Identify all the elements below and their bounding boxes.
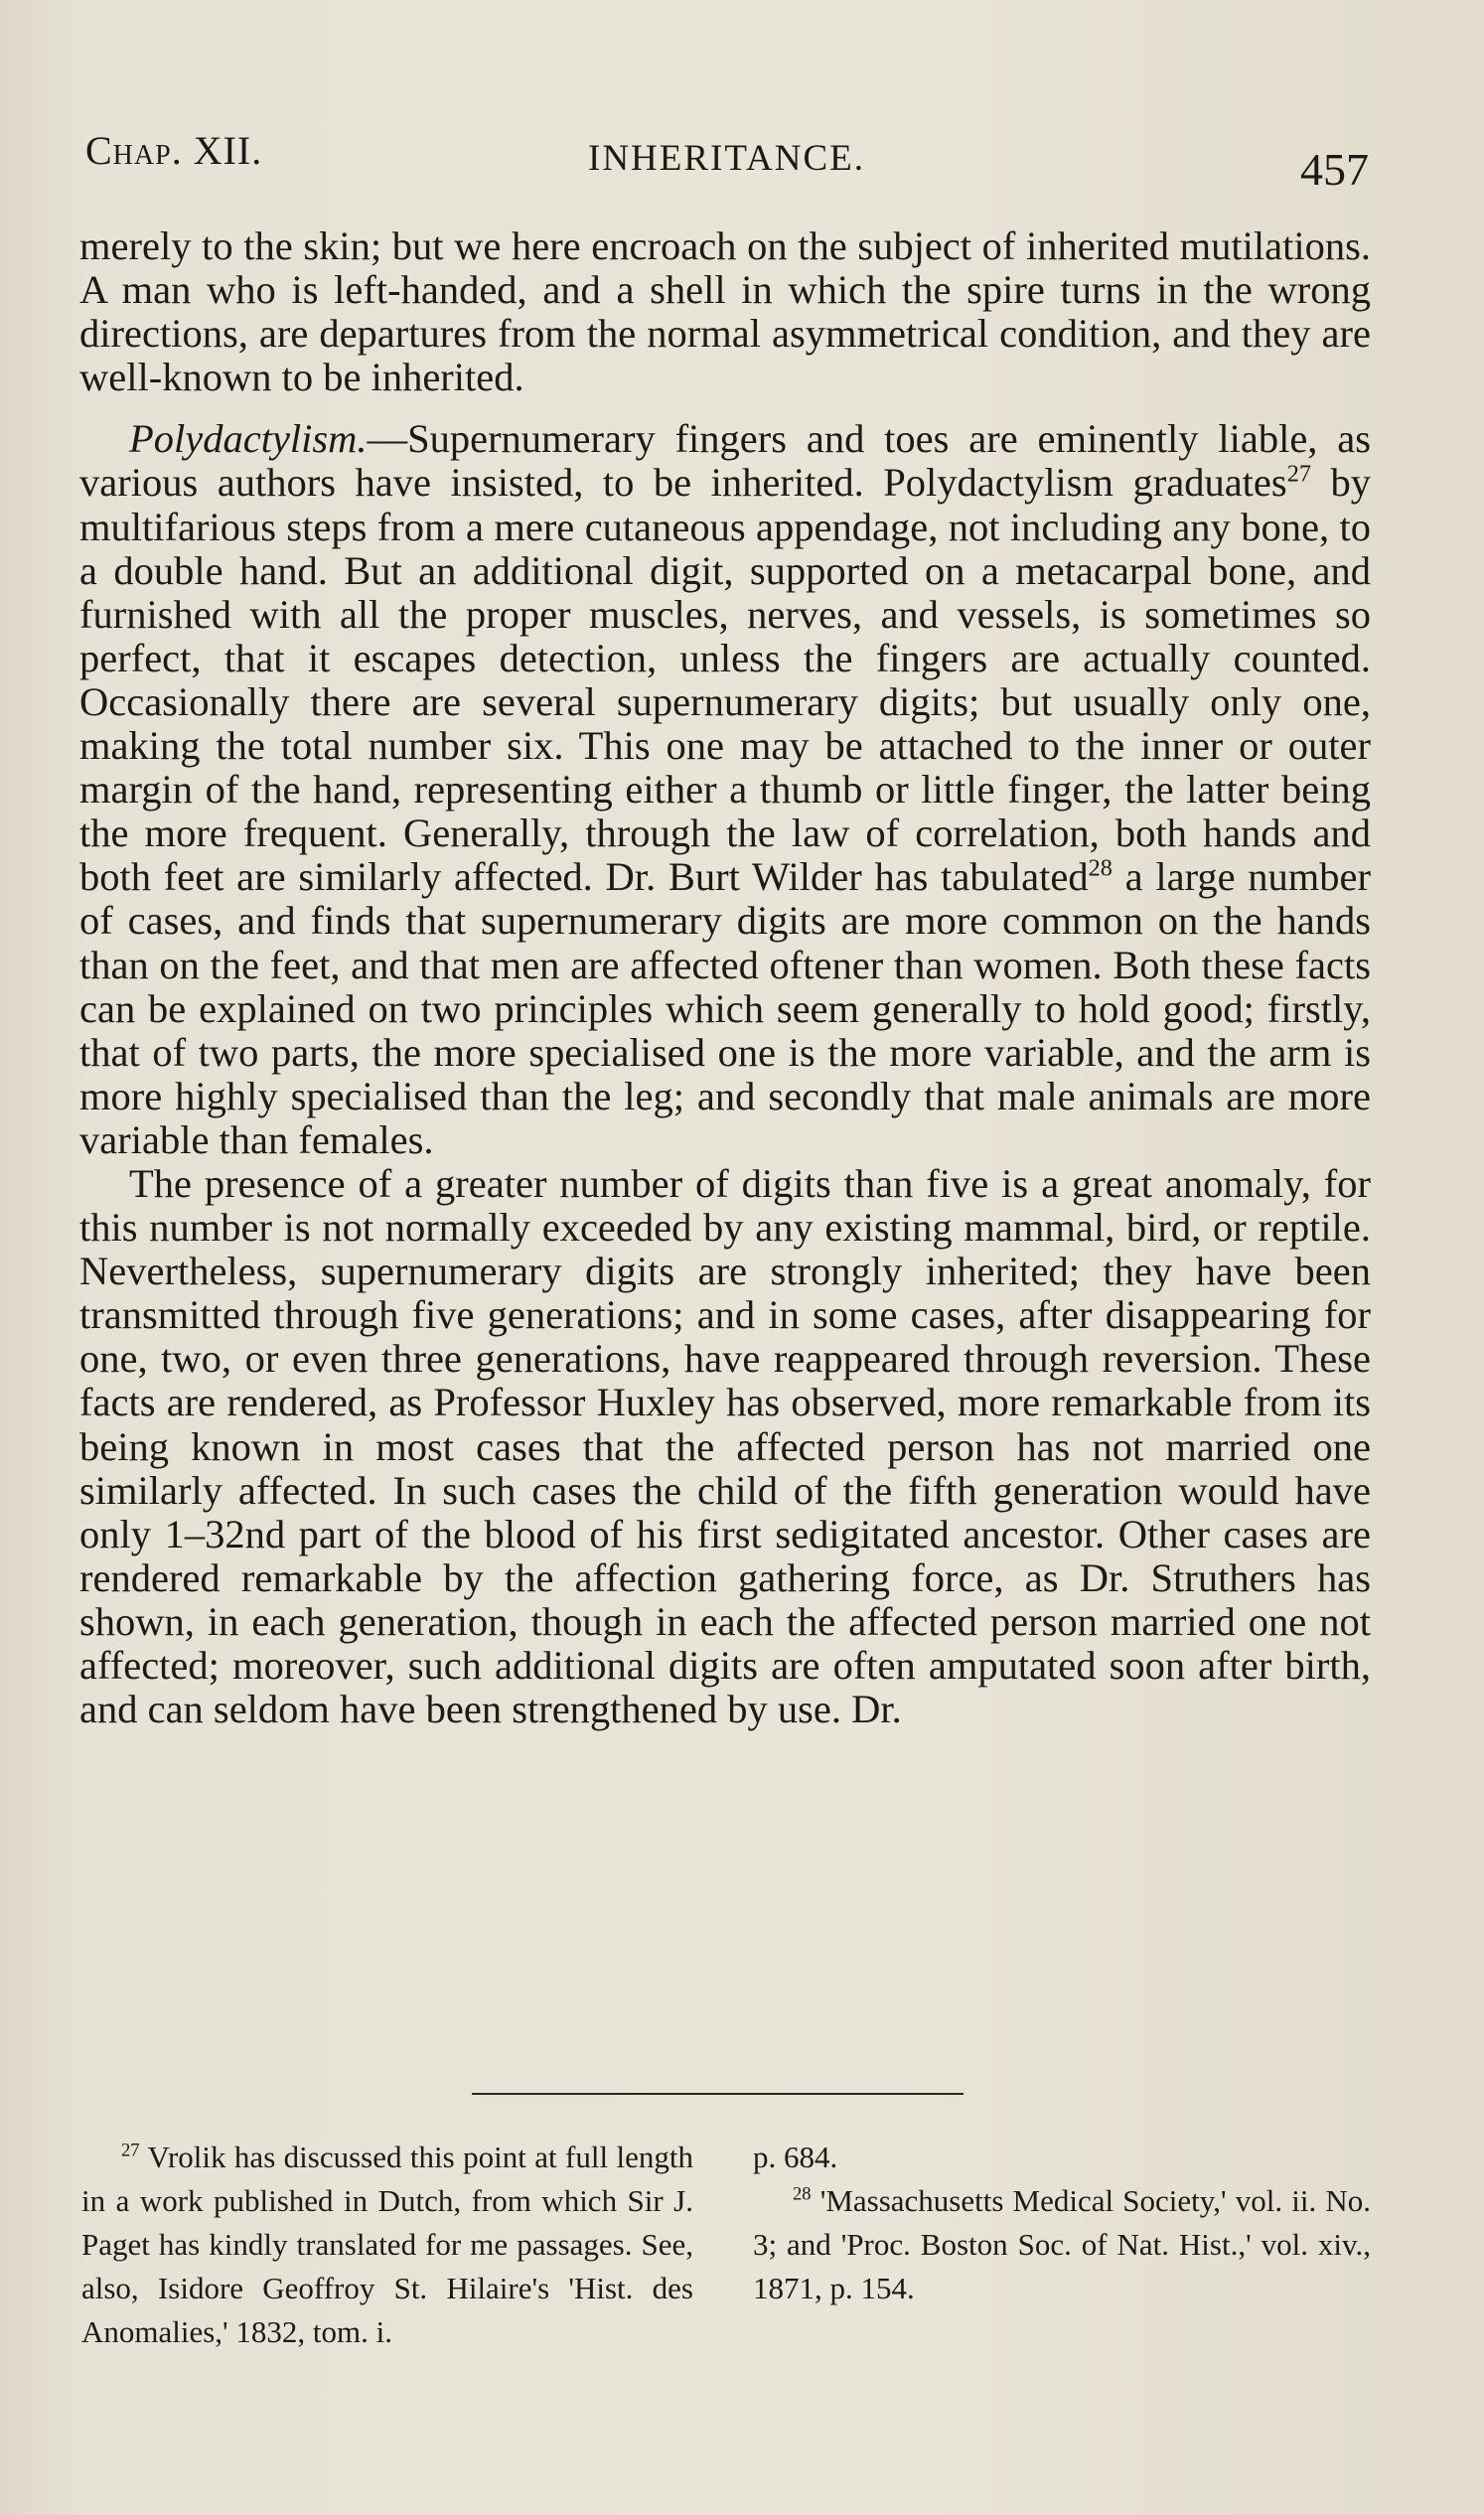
footnote-text: p. 684. — [753, 2140, 838, 2174]
paragraph-text: a large number of cases, and finds that supernumerary digits are more common on the hands than on the feet, and that men are affected oftener than women. Both these facts can be explained on two principles which seem generally to hold good; firstly, that of two parts, the more specialised one is the more variable, and the arm is more highly specialised than the leg; and secondly that male animals are more variable than females. — [79, 854, 1371, 1162]
footnote-text: Vrolik has discussed this point at full length in a work published in Dutch, from which Sir J. Paget has kindly translated for me passages. See, also, Isidore Geoffroy St. Hilaire's 'Hist. des Anomalies,' 1832, tom. i. — [81, 2140, 693, 2349]
running-title: INHERITANCE. — [588, 138, 865, 179]
footnotes-right-column — [753, 2136, 1371, 2310]
footnote — [81, 2136, 693, 2354]
footnote-text: 'Massachusetts Medical Society,' vol. ii. No. 3; and 'Proc. Boston Soc. of Nat. Hist.,' vol. xiv., 1871, p. 154. — [753, 2183, 1371, 2305]
chapter-label: Chap. XII. — [85, 128, 263, 173]
footnote-marker: 27 — [121, 2140, 140, 2161]
section-heading-italic: Polydactylism. — [129, 416, 368, 462]
paragraph — [79, 224, 1371, 399]
paragraph-text: by multifarious steps from a mere cutaneous appendage, not including any bone, to a double hand. But an additional digit, supported on a metacarpal bone, and furnished with all the proper muscles, nerves, and vessels, is sometimes so perfect, that it escapes detection, unless the fingers are actually counted. Occasionally there are several supernumerary digits; but usually only one, making the total number six. This one may be attached to the inner or outer margin of the hand, representing either a thumb or little finger, the latter being the more frequent. Generally, through the law of correlation, both hands and both feet are similarly affected. Dr. Burt Wilder has tabulated — [79, 460, 1372, 900]
footnote — [753, 2179, 1371, 2310]
paragraph — [79, 417, 1371, 1162]
paragraph-text: —Supernumerary fingers and toes are eminently liable, as various authors have insisted, to be inherited. Polydactylism graduates — [79, 416, 1371, 506]
footnote-ref: 28 — [1088, 854, 1113, 882]
paragraph-text: The presence of a greater number of digits than five is a great anomaly, for this number is not normally exceeded by any existing mammal, bird, or reptile. Nevertheless, supernumerary digits are strongly inherited; they have been transmitted through five generations; and in some cases, after disappearing for one, two, or even three generations, have reappeared through reversion. These facts are rendered, as Professor Huxley has observed, more remarkable from its being known in most cases that the affected person has not married one similarly affected. In such cases the child of the fifth generation would have only 1–32nd part of the blood of his first sedigitated ancestor. Other cases are rendered remarkable by the affection gathering force, as Dr. Struthers has shown, in each generation, though in each the affected person married one not affected; moreover, such additional digits are often amputated soon after birth, and can seldom have been strengthened by use. Dr. — [79, 1160, 1371, 1732]
paragraph — [79, 1162, 1371, 1731]
paragraph-text: merely to the skin; but we here encroach on the subject of inherited mutilations. A man who is left-handed, and a shell in which the spire turns in the wrong directions, are departures from the normal asymmetrical condition, and they are well-known to be inherited. — [79, 223, 1371, 400]
footnote — [753, 2136, 1371, 2179]
footnote-rule — [472, 2093, 964, 2095]
body-text — [79, 224, 1371, 1731]
page-number: 457 — [1300, 144, 1369, 195]
footnotes-left-column — [81, 2136, 693, 2354]
footnote-ref: 27 — [1286, 460, 1311, 488]
page-header — [85, 127, 1369, 197]
footnote-marker: 28 — [793, 2183, 812, 2205]
